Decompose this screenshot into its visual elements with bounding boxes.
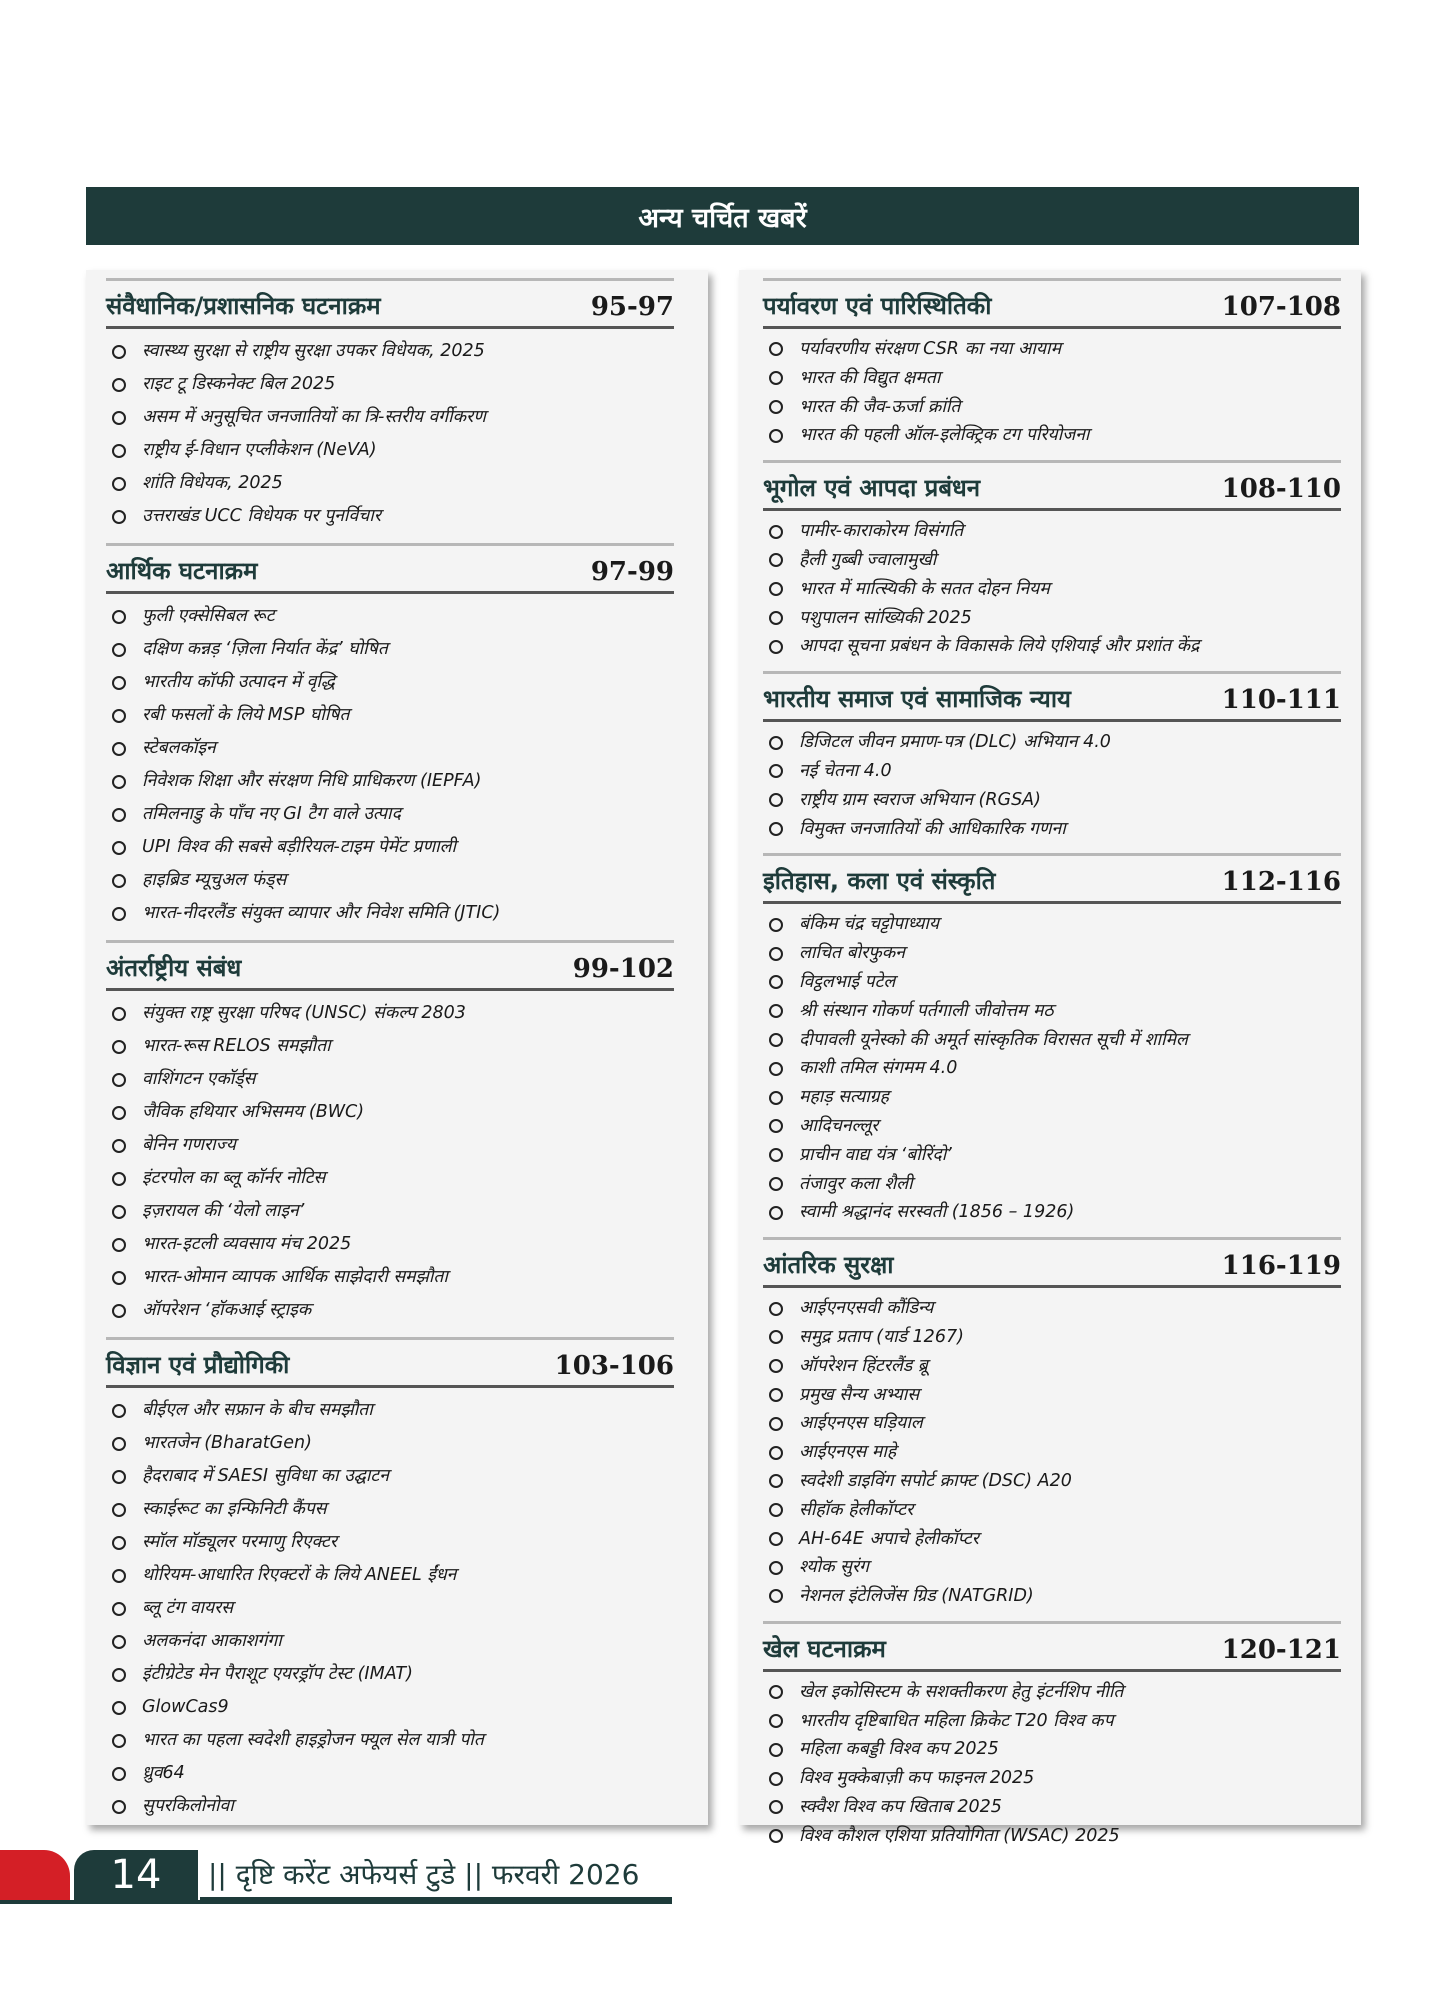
circle-bullet-icon [112,1040,126,1054]
topic-text: भारत-ओमान व्यापक आर्थिक साझेदारी समझौता [142,1267,448,1287]
topic-text: भारत का पहला स्वदेशी हाइड्रोजन फ्यूल सेल यात्री पोत [142,1730,484,1750]
banner-title: अन्य चर्चित खबरें [638,202,807,234]
topic-list [763,728,1341,843]
circle-bullet-icon [769,793,783,807]
circle-bullet-icon [769,1417,783,1431]
circle-bullet-icon [769,1714,783,1728]
section-page-range: 112-116 [1221,867,1341,898]
topic-item [106,600,674,633]
circle-bullet-icon [112,1536,126,1550]
circle-bullet-icon [112,1007,126,1021]
topic-item [763,910,1341,939]
topic-item [763,1083,1341,1112]
topic-item [106,1625,674,1658]
topic-text: बंकिम चंद्र चट्टोपाध्याय [799,914,940,935]
topic-item [763,728,1341,757]
topic-text: राष्ट्रीय ग्राम स्वराज अभियान (RGSA) [799,789,1041,810]
circle-bullet-icon [112,1172,126,1186]
topic-text: राइट टू डिस्कनेक्ट बिल 2025 [142,374,336,394]
topic-item [763,1525,1341,1554]
topic-item [106,1493,674,1526]
topic-text: खेल इकोसिस्टम के सशक्तीकरण हेतु इंटर्नशिप नीति [799,1681,1124,1702]
topic-text: जैविक हथियार अभिसमय (BWC) [142,1102,365,1122]
topic-item [763,1294,1341,1323]
topic-item [106,434,674,467]
section-header [106,543,674,594]
section-page-range: 97-99 [590,557,674,587]
section-page-range: 120-121 [1221,1634,1341,1665]
circle-bullet-icon [769,1589,783,1603]
circle-bullet-icon [112,1271,126,1285]
circle-bullet-icon [112,444,126,458]
topic-item [106,1228,674,1261]
topic-text: इज़रायल की ‘येलो लाइन’ [142,1201,305,1221]
topic-text: उत्तराखंड UCC विधेयक पर पुनर्विचार [142,506,381,526]
topic-text: नई चेतना 4.0 [799,760,892,781]
topic-text: विश्व कौशल एशिया प्रतियोगिता (WSAC) 2025 [799,1825,1120,1846]
topic-text: वाशिंगटन एकॉर्ड्स [142,1069,256,1089]
footer-red-tab [0,1850,70,1900]
topic-list [763,910,1341,1227]
topic-text: श्योक सुरंग [799,1557,869,1578]
topic-item [763,1764,1341,1793]
circle-bullet-icon [769,525,783,539]
topic-text: आईएनएसवी कौंडिन्य [799,1298,934,1319]
topic-text: AH-64E अपाचे हेलीकॉप्टर [799,1528,979,1549]
topic-item [106,1460,674,1493]
section-header [106,1337,674,1388]
section [763,853,1341,1227]
circle-bullet-icon [112,1569,126,1583]
circle-bullet-icon [112,1073,126,1087]
topic-item [106,666,674,699]
topic-text: पशुपालन सांख्यिकी 2025 [799,607,972,628]
circle-bullet-icon [769,1330,783,1344]
topic-item [763,1141,1341,1170]
topic-item [106,1129,674,1162]
circle-bullet-icon [769,1772,783,1786]
topic-item [763,1553,1341,1582]
section-header [763,1621,1341,1672]
topic-text: भारत की विद्युत क्षमता [799,367,941,388]
circle-bullet-icon [769,1800,783,1814]
circle-bullet-icon [112,1437,126,1451]
footer-rule [0,1900,672,1904]
circle-bullet-icon [769,1446,783,1460]
topic-text: शांति विधेयक, 2025 [142,473,283,493]
section-header [763,671,1341,722]
section [106,1337,674,1823]
topic-text: भारत में मात्स्यिकी के सतत दोहन नियम [799,578,1050,599]
topic-text: आदिचनल्लूर [799,1115,879,1136]
topic-item [763,1323,1341,1352]
topic-item [106,401,674,434]
circle-bullet-icon [769,1388,783,1402]
section-header [763,853,1341,904]
topic-item [763,1438,1341,1467]
section [763,460,1341,661]
topic-item [106,864,674,897]
topic-item [763,968,1341,997]
circle-bullet-icon [112,1734,126,1748]
topic-text: नेशनल इंटेलिजेंस ग्रिड (NATGRID) [799,1586,1034,1607]
topic-text: भारत-रूस RELOS समझौता [142,1036,331,1056]
topic-item [106,1030,674,1063]
topic-item [106,500,674,533]
topic-text: महाड़ सत्याग्रह [799,1087,889,1108]
circle-bullet-icon [112,1205,126,1219]
topic-item [106,1757,674,1790]
circle-bullet-icon [112,510,126,524]
topic-text: UPI विश्व की सबसे बड़ीरियल-टाइम पेमेंट प्रणाली [142,837,457,857]
topic-text: हैदराबाद में SAESI सुविधा का उद्घाटन [142,1466,389,1486]
topic-text: श्री संस्थान गोकर्ण पर्तगाली जीवोत्तम मठ [799,1000,1054,1021]
circle-bullet-icon [112,1139,126,1153]
topic-item [106,699,674,732]
topic-item [763,1381,1341,1410]
circle-bullet-icon [112,477,126,491]
circle-bullet-icon [112,775,126,789]
section-title: भारतीय समाज एवं सामाजिक न्याय [763,685,1071,714]
circle-bullet-icon [112,1503,126,1517]
circle-bullet-icon [112,874,126,888]
circle-bullet-icon [112,709,126,723]
circle-bullet-icon [769,1148,783,1162]
topic-item [106,1526,674,1559]
topic-text: बेनिन गणराज्य [142,1135,236,1155]
topic-item [763,1496,1341,1525]
topic-item [106,1162,674,1195]
topic-text: फुली एक्सेसिबल रूट [142,606,275,626]
topic-text: डिजिटल जीवन प्रमाण-पत्र (DLC) अभियान 4.0 [799,732,1111,753]
circle-bullet-icon [112,841,126,855]
circle-bullet-icon [769,1743,783,1757]
circle-bullet-icon [769,918,783,932]
topic-item [763,997,1341,1026]
topic-text: ऑपरेशन हिंटरलैंड ब्रू [799,1355,928,1376]
topic-item [106,1195,674,1228]
section-page-range: 103-106 [554,1351,674,1381]
circle-bullet-icon [112,808,126,822]
topic-text: काशी तमिल संगमम 4.0 [799,1058,958,1079]
topic-list [106,1394,674,1823]
topic-item [763,1582,1341,1611]
left-column [86,270,708,1825]
topic-text: भारत की पहली ऑल-इलेक्ट्रिक टग परियोजना [799,425,1090,446]
topic-text: आपदा सूचना प्रबंधन के विकासके लिये एशियाई और प्रशांत केंद्र [799,636,1200,657]
topic-item [763,604,1341,633]
topic-item [106,1063,674,1096]
topic-text: सीहॉक हेलीकॉप्टर [799,1499,914,1520]
topic-item [106,732,674,765]
topic-text: भारत-इटली व्यवसाय मंच 2025 [142,1234,352,1254]
topic-text: प्रमुख सैन्य अभ्यास [799,1384,920,1405]
circle-bullet-icon [769,342,783,356]
topic-item [763,393,1341,422]
circle-bullet-icon [112,1602,126,1616]
topic-item [106,1294,674,1327]
circle-bullet-icon [769,1359,783,1373]
topic-text: भारत-नीदरलैंड संयुक्त व्यापार और निवेश समिति (JTIC) [142,903,501,923]
topic-text: तमिलनाडु के पाँच नए GI टैग वाले उत्पाद [142,804,401,824]
topic-item [106,997,674,1030]
topic-item [763,335,1341,364]
topic-text: निवेशक शिक्षा और संरक्षण निधि प्राधिकरण (IEPFA) [142,771,482,791]
circle-bullet-icon [769,1685,783,1699]
topic-text: संयुक्त राष्ट्र सुरक्षा परिषद (UNSC) संकल्प 2803 [142,1003,466,1023]
topic-text: अलकनंदा आकाशगंगा [142,1631,282,1651]
section-title: संवैधानिक/प्रशासनिक घटनाक्रम [106,292,381,320]
topic-text: बीईएल और सफ्रान के बीच समझौता [142,1400,373,1420]
circle-bullet-icon [112,378,126,392]
topic-item [763,546,1341,575]
circle-bullet-icon [769,582,783,596]
circle-bullet-icon [769,1119,783,1133]
circle-bullet-icon [112,742,126,756]
topic-text: स्क्वैश विश्व कप खिताब 2025 [799,1797,1002,1818]
circle-bullet-icon [112,1767,126,1781]
circle-bullet-icon [769,1062,783,1076]
topic-text: भारतीय कॉफी उत्पादन में वृद्धि [142,672,335,692]
section-header [106,278,674,329]
topic-item [763,1822,1341,1851]
topic-text: इंटरपोल का ब्लू कॉर्नर नोटिस [142,1168,326,1188]
topic-text: ऑपरेशन ‘हॉकआई स्ट्राइक [142,1300,312,1320]
section-title: भूगोल एवं आपदा प्रबंधन [763,474,981,503]
topic-item [106,633,674,666]
circle-bullet-icon [769,822,783,836]
circle-bullet-icon [769,640,783,654]
circle-bullet-icon [769,1532,783,1546]
topic-list [763,1678,1341,1851]
topic-item [763,421,1341,450]
topic-text: राष्ट्रीय ई-विधान एप्लीकेशन (NeVA) [142,440,377,460]
section-page-range: 110-111 [1221,685,1341,716]
topic-item [763,939,1341,968]
topic-text: लाचित बोरफुकन [799,943,905,964]
topic-item [106,1096,674,1129]
circle-bullet-icon [112,411,126,425]
section-page-range: 99-102 [572,954,674,984]
section [106,543,674,930]
topic-text: विमुक्त जनजातियों की आधिकारिक गणना [799,818,1066,839]
topic-item [106,1724,674,1757]
circle-bullet-icon [769,553,783,567]
topic-text: रबी फसलों के लिये MSP घोषित [142,705,350,725]
topic-item [763,517,1341,546]
topic-item [763,1112,1341,1141]
section-title: पर्यावरण एवं पारिस्थितिकी [763,292,992,320]
topic-item [763,1352,1341,1381]
circle-bullet-icon [769,1206,783,1220]
topic-text: आईएनएस माहे [799,1442,897,1463]
topic-item [106,765,674,798]
page-banner [86,187,1359,245]
topic-text: आईएनएस घड़ियाल [799,1413,923,1434]
section-title: खेल घटनाक्रम [763,1634,886,1663]
topic-item [106,467,674,500]
topic-item [106,1261,674,1294]
topic-text: ध्रुव64 [142,1763,185,1783]
topic-item [106,1691,674,1724]
circle-bullet-icon [112,1404,126,1418]
topic-text: स्वामी श्रद्धानंद सरस्वती (1856 – 1926) [799,1202,1075,1223]
circle-bullet-icon [112,907,126,921]
topic-text: भारतजेन (BharatGen) [142,1433,312,1453]
circle-bullet-icon [769,611,783,625]
circle-bullet-icon [769,975,783,989]
topic-item [763,575,1341,604]
circle-bullet-icon [769,947,783,961]
section-title: विज्ञान एवं प्रौद्योगिकी [106,1351,290,1379]
topic-item [106,1559,674,1592]
topic-item [763,757,1341,786]
topic-item [106,368,674,401]
topic-item [763,1026,1341,1055]
circle-bullet-icon [769,1561,783,1575]
circle-bullet-icon [769,1177,783,1191]
topic-list [763,517,1341,661]
section-header [763,278,1341,329]
topic-item [106,798,674,831]
section [763,278,1341,450]
section-title: आंतरिक सुरक्षा [763,1251,894,1280]
topic-item [763,1198,1341,1227]
topic-text: ब्लू टंग वायरस [142,1598,234,1618]
topic-text: विट्ठलभाई पटेल [799,971,896,992]
topic-item [106,831,674,864]
topic-item [763,1678,1341,1707]
topic-item [763,1735,1341,1764]
topic-item [763,632,1341,661]
circle-bullet-icon [769,1474,783,1488]
topic-item [763,1054,1341,1083]
topic-text: स्काईरूट का इन्फिनिटी कैंपस [142,1499,327,1519]
right-column [739,270,1361,1846]
topic-item [763,1707,1341,1736]
section-title: अंतर्राष्ट्रीय संबंध [106,954,242,982]
section-page-range: 108-110 [1221,474,1341,505]
circle-bullet-icon [112,1106,126,1120]
topic-text: भारत की जैव-ऊर्जा क्रांति [799,396,961,417]
section [763,1621,1341,1851]
section [763,671,1341,843]
circle-bullet-icon [112,345,126,359]
circle-bullet-icon [769,1033,783,1047]
topic-item [106,1790,674,1823]
footer-publication: || दृष्टि करेंट अफेयर्स टुडे || फरवरी 2026 [200,1850,672,1900]
circle-bullet-icon [769,1829,783,1843]
section [106,278,674,533]
circle-bullet-icon [112,1304,126,1318]
topic-text: दक्षिण कन्नड़ ‘ज़िला निर्यात केंद्र’ घोषित [142,639,388,659]
topic-text: थोरियम-आधारित रिएक्टरों के लिये ANEEL ईंधन [142,1565,457,1585]
topic-text: महिला कबड्डी विश्व कप 2025 [799,1739,999,1760]
circle-bullet-icon [769,764,783,778]
topic-text: स्मॉल मॉड्यूलर परमाणु रिएक्टर [142,1532,338,1552]
topic-text: भारतीय दृष्टिबाधित महिला क्रिकेट T20 विश्व कप [799,1710,1114,1731]
section-page-range: 95-97 [590,292,674,322]
topic-text: इंटीग्रेटेड मेन पैराशूट एयरड्रॉप टेस्ट (IMAT) [142,1664,413,1684]
topic-item [763,1467,1341,1496]
circle-bullet-icon [112,1668,126,1682]
section-page-range: 107-108 [1221,292,1341,322]
topic-item [763,786,1341,815]
topic-list [106,600,674,930]
footer-page-number: 14 [74,1850,198,1900]
topic-list [106,997,674,1327]
topic-item [763,364,1341,393]
topic-text: स्वदेशी डाइविंग सपोर्ट क्राफ्ट (DSC) A20 [799,1470,1072,1491]
section-title: इतिहास, कला एवं संस्कृति [763,867,996,896]
topic-text: स्टेबलकॉइन [142,738,216,758]
circle-bullet-icon [769,1004,783,1018]
section-title: आर्थिक घटनाक्रम [106,557,258,585]
topic-text: हाइब्रिड म्यूचुअल फंड्स [142,870,287,890]
circle-bullet-icon [112,1470,126,1484]
circle-bullet-icon [769,429,783,443]
section-header [763,460,1341,511]
topic-item [106,335,674,368]
topic-text: प्राचीन वाद्य यंत्र ‘बोरिंदो’ [799,1144,952,1165]
section [763,1237,1341,1611]
topic-text: तंजावुर कला शैली [799,1173,913,1194]
topic-item [106,1658,674,1691]
section-page-range: 116-119 [1221,1251,1341,1282]
topic-text: GlowCas9 [142,1697,229,1717]
topic-text: स्वास्थ्य सुरक्षा से राष्ट्रीय सुरक्षा उपकर विधेयक, 2025 [142,341,485,361]
topic-list [763,1294,1341,1611]
circle-bullet-icon [112,610,126,624]
topic-item [763,1793,1341,1822]
topic-text: दीपावली यूनेस्को की अमूर्त सांस्कृतिक विरासत सूची में शामिल [799,1029,1188,1050]
section-header [763,1237,1341,1288]
circle-bullet-icon [112,1701,126,1715]
topic-text: हैली गुब्बी ज्वालामुखी [799,549,937,570]
topic-item [106,897,674,930]
circle-bullet-icon [769,400,783,414]
topic-text: पामीर-काराकोरम विसंगति [799,521,964,542]
topic-list [763,335,1341,450]
topic-text: सुपरकिलोनोवा [142,1796,234,1816]
topic-text: समुद्र प्रताप (यार्ड 1267) [799,1326,964,1347]
topic-text: विश्व मुक्केबाज़ी कप फाइनल 2025 [799,1768,1035,1789]
circle-bullet-icon [112,1635,126,1649]
topic-item [106,1427,674,1460]
topic-list [106,335,674,533]
topic-item [763,815,1341,844]
circle-bullet-icon [112,1238,126,1252]
circle-bullet-icon [112,643,126,657]
topic-text: असम में अनुसूचित जनजातियों का त्रि-स्तरीय वर्गीकरण [142,407,486,427]
section [106,940,674,1327]
topic-text: पर्यावरणीय संरक्षण CSR का नया आयाम [799,339,1062,359]
circle-bullet-icon [769,1503,783,1517]
circle-bullet-icon [769,1091,783,1105]
circle-bullet-icon [769,1302,783,1316]
topic-item [763,1170,1341,1199]
topic-item [763,1409,1341,1438]
section-header [106,940,674,991]
topic-item [106,1394,674,1427]
circle-bullet-icon [112,1800,126,1814]
circle-bullet-icon [112,676,126,690]
circle-bullet-icon [769,736,783,750]
topic-item [106,1592,674,1625]
circle-bullet-icon [769,371,783,385]
